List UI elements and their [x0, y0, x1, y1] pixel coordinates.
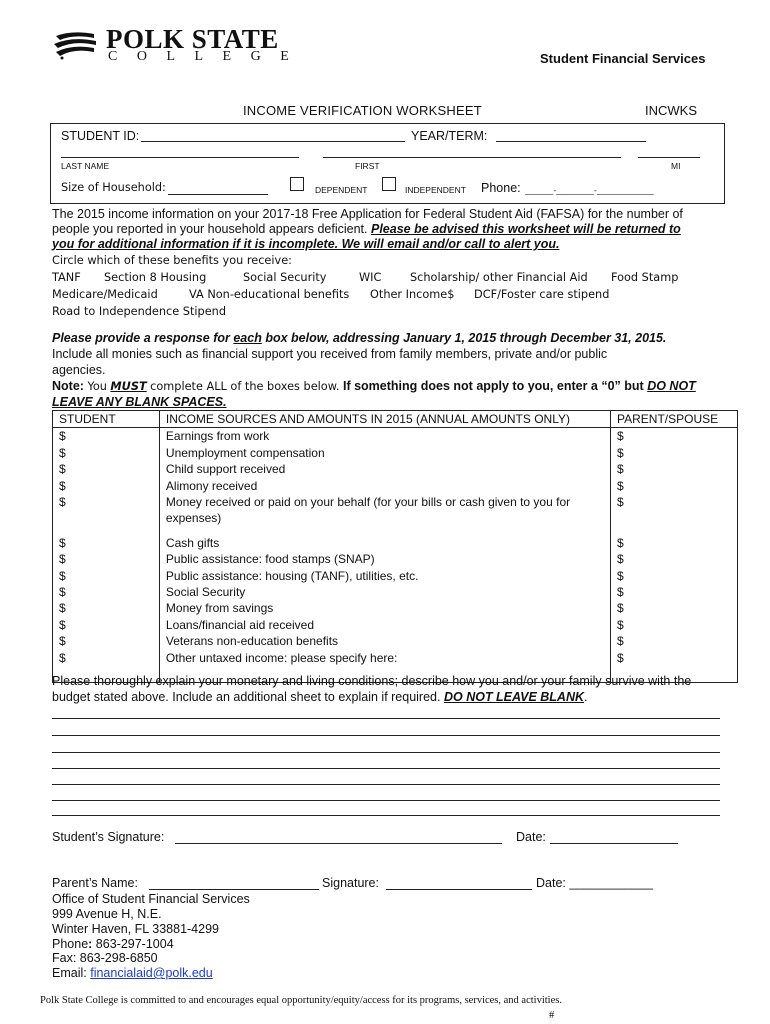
- dependent-checkbox[interactable]: [290, 177, 304, 191]
- table-row: [53, 461, 738, 477]
- explanation-line[interactable]: [52, 768, 720, 769]
- student-amount[interactable]: $: [53, 428, 160, 445]
- last-name-label: LAST NAME: [61, 161, 110, 171]
- household-field[interactable]: [168, 194, 268, 195]
- phone-field[interactable]: ______-________-____________: [525, 185, 654, 195]
- parent-amount[interactable]: $: [611, 568, 738, 584]
- parent-amount[interactable]: $: [611, 428, 738, 445]
- col-student-header: STUDENT: [53, 411, 160, 428]
- office-phone-number: 863-297-1004: [92, 937, 174, 951]
- income-source: Money from savings: [159, 600, 610, 616]
- explanation-line[interactable]: [52, 752, 720, 753]
- parent-amount[interactable]: $: [611, 600, 738, 616]
- student-amount[interactable]: $: [53, 617, 160, 633]
- instructions-line-2: Include all monies such as financial support you received from family members, private and/or public: [52, 347, 608, 361]
- explain-line-2: [52, 690, 588, 704]
- income-source: Child support received: [159, 461, 610, 477]
- student-amount[interactable]: $: [53, 535, 160, 551]
- benefit-medicare[interactable]: Medicare/Medicaid: [52, 288, 158, 301]
- explain-line-1: Please thoroughly explain your monetary and living conditions; describe how you and/or your family survive with the: [52, 674, 692, 688]
- equal-opportunity-statement: Polk State College is committed to and encourages equal opportunity/equity/access for its programs, services, and activities.: [40, 995, 562, 1006]
- income-source: Money received or paid on your behalf (for your bills or cash given to you for: [165, 495, 571, 510]
- note-rest: complete ALL of the boxes below.: [150, 380, 340, 393]
- student-amount[interactable]: $: [53, 600, 160, 616]
- explanation-line[interactable]: [52, 800, 720, 801]
- income-source: Social Security: [159, 584, 610, 600]
- income-source: Other untaxed income: please specify here:: [159, 650, 610, 683]
- student-amount[interactable]: $: [53, 568, 160, 584]
- benefit-va[interactable]: VA Non-educational benefits: [189, 288, 350, 301]
- intro-line-2-plain: people you reported in your household appears deficient.: [52, 222, 368, 236]
- table-header-row: [53, 411, 738, 428]
- table-row: [53, 633, 738, 649]
- office-phone-colon: :: [88, 937, 93, 951]
- parent-date-label: [536, 876, 653, 890]
- note-bold: If something does not apply to you, enter a “0” but: [342, 379, 644, 393]
- table-row: [53, 584, 738, 600]
- benefits-prompt: Circle which of these benefits you receive:: [52, 254, 292, 267]
- parent-amount[interactable]: $: [611, 445, 738, 461]
- worksheet-title: INCOME VERIFICATION WORKSHEET: [243, 103, 482, 118]
- note-do-not: DO NOT: [647, 379, 696, 393]
- office-street: 999 Avenue H, N.E.: [52, 907, 162, 921]
- parent-amount[interactable]: $: [611, 633, 738, 649]
- table-spacer-row: [53, 527, 738, 535]
- table-row: [53, 428, 738, 445]
- note-you: You: [87, 380, 107, 393]
- student-amount[interactable]: $: [53, 445, 160, 461]
- phone-label: Phone:: [481, 181, 521, 195]
- parent-date-text: Date:: [536, 876, 566, 890]
- table-row: [53, 494, 738, 527]
- household-label: Size of Household:: [61, 181, 166, 194]
- parent-name-label: Parent’s Name:: [52, 876, 138, 890]
- note-line-2: LEAVE ANY BLANK SPACES.: [52, 395, 227, 409]
- student-date-label: Date:: [516, 830, 546, 844]
- intro-warning: Please be advised this worksheet will be returned to: [370, 222, 681, 236]
- instructions-each: each: [233, 331, 262, 345]
- table-row: [53, 617, 738, 633]
- benefit-wic[interactable]: WIC: [359, 271, 382, 284]
- note-line: [52, 379, 696, 393]
- intro-line-1: The 2015 income information on your 2017-18 Free Application for Federal Student Aid (FAFSA) for the number of: [52, 207, 683, 221]
- parent-amount[interactable]: $: [611, 494, 738, 527]
- mi-label: MI: [671, 161, 681, 171]
- col-sources-header: INCOME SOURCES AND AMOUNTS IN 2015 (ANNUAL AMOUNTS ONLY): [159, 411, 610, 428]
- table-row: [53, 535, 738, 551]
- student-amount[interactable]: $: [53, 478, 160, 494]
- student-amount[interactable]: $: [53, 650, 160, 683]
- year-term-label: YEAR/TERM:: [411, 129, 488, 143]
- page-mark: #: [549, 1010, 555, 1021]
- student-amount[interactable]: $: [53, 633, 160, 649]
- income-source: Loans/financial aid received: [159, 617, 610, 633]
- income-source: Cash gifts: [159, 535, 610, 551]
- department-name: Student Financial Services: [540, 51, 706, 66]
- table-row: [53, 551, 738, 567]
- office-fax: Fax: 863-298-6850: [52, 951, 158, 965]
- benefit-other-income[interactable]: Other Income$: [370, 288, 455, 301]
- explanation-line[interactable]: [52, 784, 720, 785]
- dependent-label: DEPENDENT: [315, 185, 368, 195]
- explanation-line[interactable]: [52, 815, 720, 816]
- note-must: MUST: [110, 380, 147, 393]
- year-term-field[interactable]: [496, 141, 646, 142]
- independent-label: INDEPENDENT: [405, 185, 466, 195]
- explain-period: .: [584, 690, 588, 704]
- independent-checkbox[interactable]: [382, 177, 396, 191]
- parent-amount[interactable]: $: [611, 584, 738, 600]
- parent-amount[interactable]: $: [611, 551, 738, 567]
- benefit-tanf[interactable]: TANF: [52, 271, 81, 284]
- office-email: [52, 966, 213, 980]
- student-signature-label: Student’s Signature:: [52, 830, 165, 844]
- college-logo-icon: [52, 28, 100, 62]
- benefit-road-independence[interactable]: Road to Independence Stipend: [52, 305, 226, 318]
- office-phone-label: Phone: [52, 937, 89, 951]
- student-info-box: [50, 123, 725, 204]
- income-source-cont: expenses): [165, 511, 222, 526]
- first-name-label: FIRST: [355, 161, 380, 171]
- explanation-line[interactable]: [52, 718, 720, 719]
- benefit-section8[interactable]: Section 8 Housing: [104, 271, 207, 284]
- parent-name-field[interactable]: [149, 889, 319, 890]
- instructions-line-1-a: Please provide a response for: [52, 331, 230, 345]
- table-row: [53, 600, 738, 616]
- table-row: [53, 568, 738, 584]
- parent-amount[interactable]: $: [611, 650, 738, 683]
- office-phone: [52, 937, 174, 951]
- income-source: Veterans non-education benefits: [159, 633, 610, 649]
- note-label: Note:: [52, 379, 84, 393]
- logo-name: POLK STATE: [106, 24, 279, 54]
- student-signature-field[interactable]: [175, 843, 502, 844]
- explain-line-2-plain: budget stated above. Include an additional sheet to explain if required.: [52, 690, 441, 704]
- student-amount[interactable]: $: [53, 494, 160, 527]
- student-id-field[interactable]: [141, 141, 405, 142]
- table-row: [53, 445, 738, 461]
- parent-amount[interactable]: $: [611, 535, 738, 551]
- student-date-field[interactable]: [550, 843, 678, 844]
- parent-signature-label: Signature:: [322, 876, 379, 890]
- student-amount[interactable]: $: [53, 461, 160, 477]
- worksheet-code: INCWKS: [645, 103, 697, 118]
- income-source: Unemployment compensation: [159, 445, 610, 461]
- benefit-social-security[interactable]: Social Security: [243, 271, 327, 284]
- intro-line-3: you for additional information if it is incomplete. We will email and/or call to alert you.: [52, 237, 560, 251]
- first-name-field[interactable]: [323, 157, 621, 158]
- benefit-scholarship[interactable]: Scholarship/ other Financial Aid: [410, 271, 588, 284]
- income-source: Alimony received: [159, 478, 610, 494]
- intro-line-2: [52, 222, 681, 236]
- col-parent-header: PARENT/SPOUSE: [611, 411, 738, 428]
- office-email-label: Email:: [52, 966, 87, 980]
- student-id-label: STUDENT ID:: [61, 129, 140, 143]
- income-table: [52, 410, 738, 683]
- instructions-line-1-b: box below, addressing January 1, 2015 through December 31, 2015.: [265, 331, 667, 345]
- parent-amount[interactable]: $: [611, 617, 738, 633]
- parent-amount[interactable]: $: [611, 461, 738, 477]
- mi-field[interactable]: [638, 157, 700, 158]
- income-source-multiline: [159, 494, 610, 527]
- parent-amount[interactable]: $: [611, 478, 738, 494]
- last-name-field[interactable]: [61, 157, 299, 158]
- table-row: [53, 478, 738, 494]
- student-amount[interactable]: $: [53, 551, 160, 567]
- logo-college: COLLEGE: [108, 49, 309, 64]
- office-email-link[interactable]: financialaid@polk.edu: [90, 966, 213, 980]
- benefit-dcf[interactable]: DCF/Foster care stipend: [474, 288, 610, 301]
- income-source: Public assistance: food stamps (SNAP): [159, 551, 610, 567]
- income-source: Public assistance: housing (TANF), utilities, etc.: [159, 568, 610, 584]
- office-city: Winter Haven, FL 33881-4299: [52, 922, 219, 936]
- parent-signature-field[interactable]: [386, 889, 532, 890]
- office-name: Office of Student Financial Services: [52, 892, 250, 906]
- income-source: Earnings from work: [159, 428, 610, 445]
- explanation-line[interactable]: [52, 735, 720, 736]
- instructions-line-3: agencies.: [52, 363, 106, 377]
- parent-date-field[interactable]: ____________: [569, 876, 653, 890]
- benefit-food-stamp[interactable]: Food Stamp: [611, 271, 679, 284]
- explain-do-not-leave-blank: DO NOT LEAVE BLANK: [443, 690, 585, 704]
- instructions-line-1: [52, 331, 666, 345]
- student-amount[interactable]: $: [53, 584, 160, 600]
